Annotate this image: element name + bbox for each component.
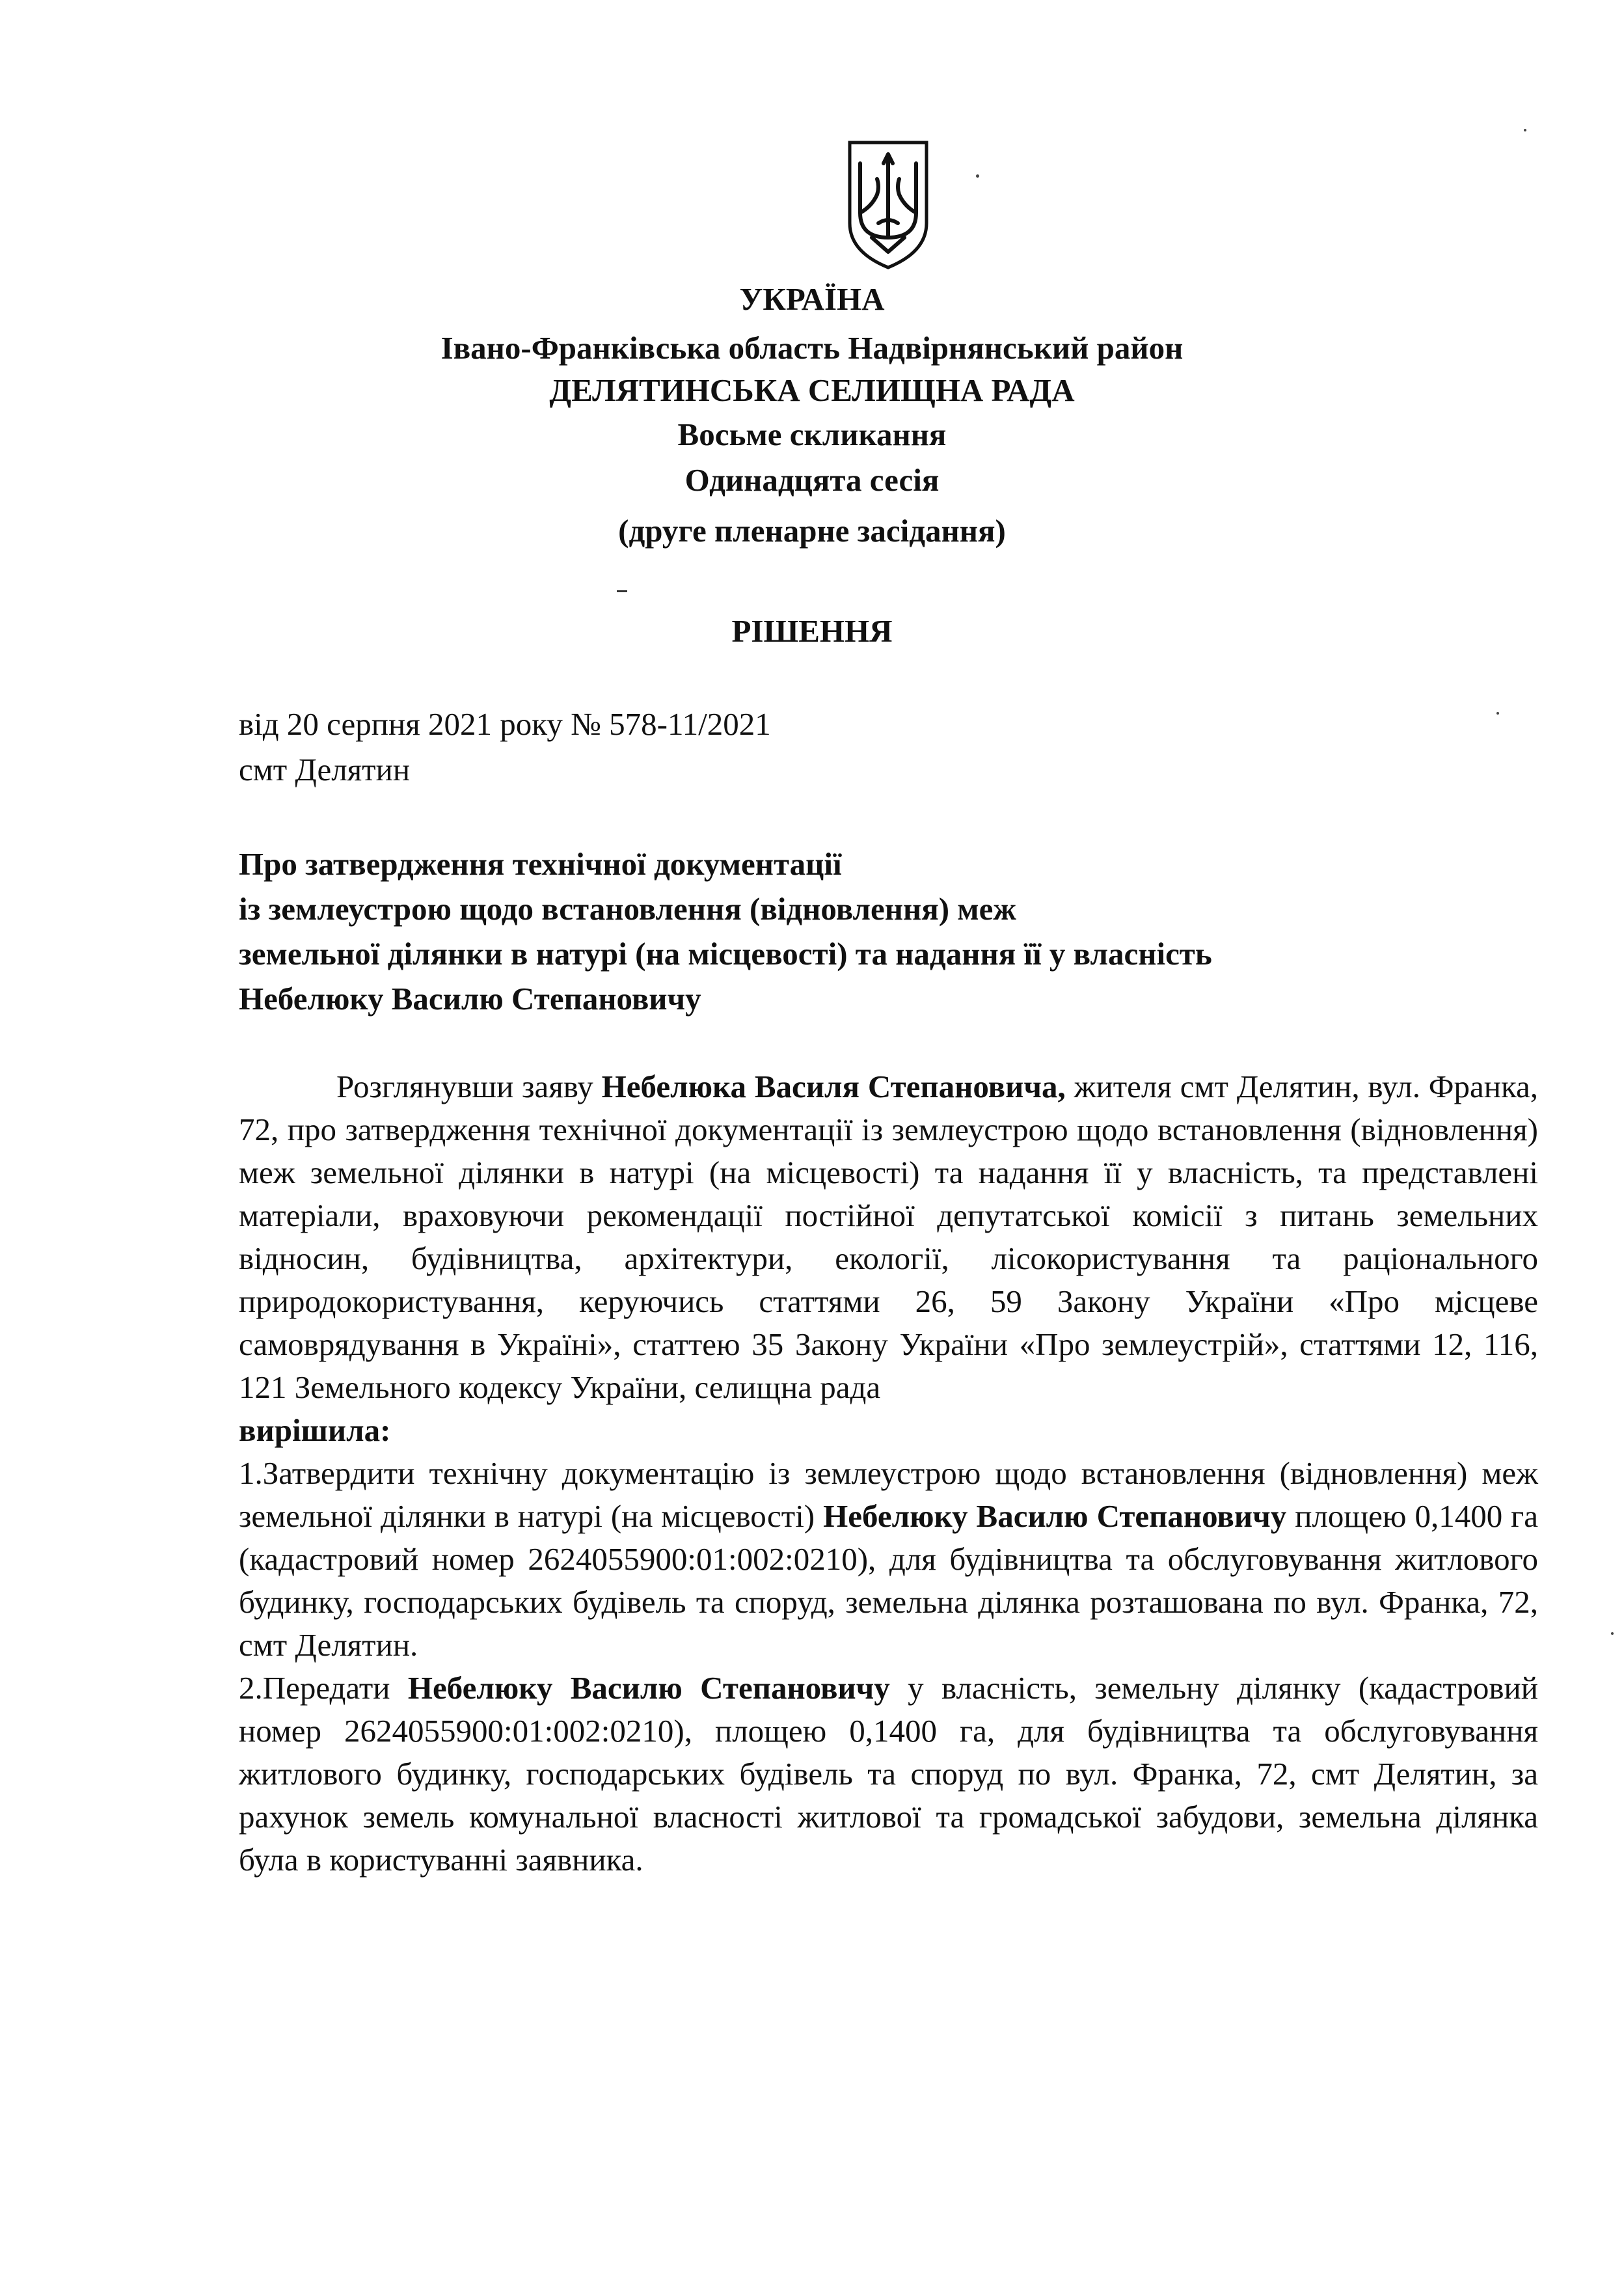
decision-body [239,1065,1538,1881]
preamble-text: жителя смт Делятин, вул. Франка, 72, про затвердження технічної документації із землеустрою щодо встановлення (відновлення) меж земельної ділянки в натурі (на місцевості) та надання її у власність, та представлені матеріали, враховуючи рекомендації постійної депутатської комісії з питань земельних відносин, будівництва, архітектури, екології, лісокористування та раціонального природокористування, керуючись статтями 26, 59 Закону України «Про місцеве самоврядування в Україні», статтею 35 Закону України «Про землеустрій», статтями 12, 116, 121 Земельного кодексу України, селищна рада [239,1069,1539,1405]
country-heading: УКРАЇНА [739,281,885,317]
item-2-after: у власність, земельну ділянку (кадастровий номер 2624055900:01:002:0210), площею 0,1400 га, для будівництва та обслуговування житлового будинку, господарських будівель та споруд по вул. Франка, 72, смт Делятин, за рахунок земель комунальної власності житлової та громадської забудови, земельна ділянка була в користуванні заявника. [239,1670,1538,1878]
convocation-heading: Восьме скликання [677,417,947,452]
subject-line: Про затвердження технічної документації [239,846,842,882]
meeting-heading: (друге пленарне засідання) [618,513,1006,549]
subject-line: Небелюку Василю Степановичу [239,981,701,1017]
document-title: РІШЕННЯ [731,613,893,649]
item-2-name: Небелюку Василю Степановичу [407,1670,890,1706]
subject-line: земельної ділянки в натурі (на місцевості) та надання її у власність [239,936,1212,972]
item-2-before: 2.Передати [239,1670,390,1706]
item-1-name: Небелюку Василю Степановичу [823,1498,1287,1534]
applicant-name: Небелюка Василя Степановича, [601,1069,1066,1104]
council-heading: ДЕЛЯТИНСЬКА СЕЛИЩНА РАДА [549,372,1075,408]
item-1-after: площею 0,1400 га (кадастровий номер 2624055900:01:002:0210), для будівництва та обслуговування житлового будинку, господарських будівель та споруд, земельна ділянка розташована по вул. Франка, 72, смт Делятин. [239,1498,1539,1663]
item-1-paragraph [239,1452,1538,1667]
date-number-line: від 20 серпня 2021 року № 578-11/2021 [239,706,771,742]
place-line: смт Делятин [239,752,411,787]
scan-mark [617,590,627,592]
preamble-paragraph [239,1065,1538,1409]
region-heading: Івано-Франківська область Надвірнянський район [440,330,1184,366]
item-1-before: 1.Затвердити технічну документацію із землеустрою щодо встановлення (відновлення) меж земельної ділянки в натурі (на місцевості) [239,1455,1538,1534]
session-heading: Одинадцята сесія [684,462,940,498]
decision-subject [239,841,1475,1021]
trident-coat-of-arms-icon [846,140,930,270]
resolved-label: вирішила: [239,1412,391,1448]
resolved-label-paragraph [239,1409,1538,1452]
item-2-paragraph [239,1667,1538,1881]
subject-line: із землеустрою щодо встановлення (відновлення) меж [239,891,1016,927]
preamble-intro: Розглянувши заяву [336,1069,593,1104]
